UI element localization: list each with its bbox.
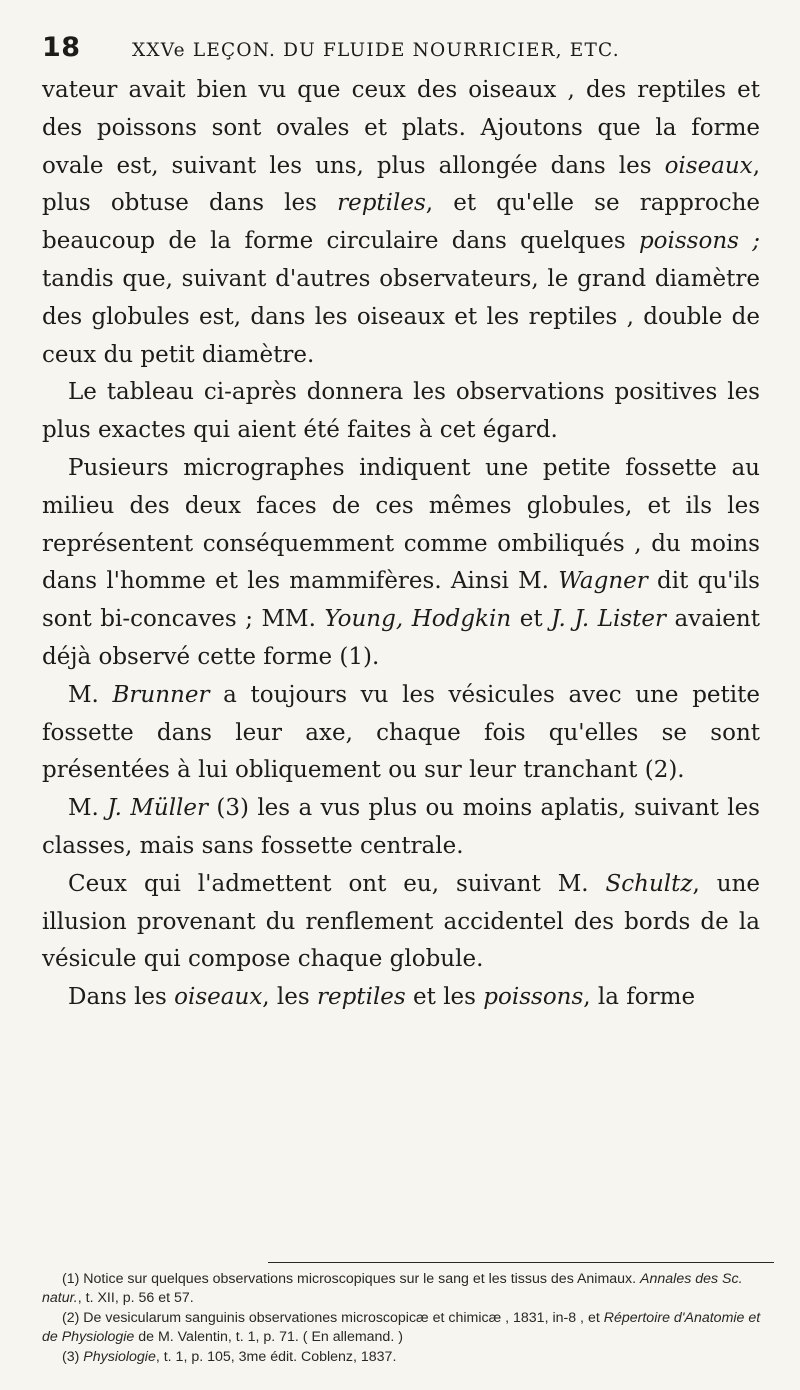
paragraph-5: M. J. Müller (3) les a vus plus ou moins aplatis, suivant les classes, mais sans fossette centrale. (42, 795, 760, 859)
page-number: 18 (42, 32, 81, 63)
paragraph-3: Pusieurs micrographes indiquent une petite fossette au milieu des deux faces de ces mêmes globules, et ils les représentent conséquemment comme ombiliqués , du moins dans l'homme et les mammifères. Ainsi M. Wagner dit qu'ils sont bi-concaves ; MM. Young, Hodgkin et J. J. Lister avaient déjà observé cette forme (1). (42, 454, 760, 670)
footnotes (42, 1270, 770, 1367)
page-header (42, 32, 760, 63)
footnote-2: (2) De vesicularum sanguinis observationes microscopicæ et chimicæ , 1831, in-8 , et Répertoire d'Anatomie et de Physiologie de M. Valentin, t. 1, p. 71. ( En allemand. ) (42, 1309, 761, 1346)
footnote-3: (3) Physiologie, t. 1, p. 105, 3me édit. Coblenz, 1837. (62, 1348, 397, 1365)
paragraph-1: vateur avait bien vu que ceux des oiseaux , des reptiles et des poissons sont ovales et plats. Ajoutons que la forme ovale est, suivant les uns, plus allongée dans les oiseaux, plus obtuse dans les reptiles, et qu'elle se rapproche beaucoup de la forme circulaire dans quelques poissons ; tandis que, suivant d'autres observateurs, le grand diamètre des globules est, dans les oiseaux et les reptiles , double de ceux du petit diamètre. (42, 77, 760, 368)
footnote-divider (268, 1262, 774, 1263)
paragraph-6: Ceux qui l'admettent ont eu, suivant M. Schultz, une illusion provenant du renflement accidentel des bords de la vésicule qui compose chaque globule. (42, 870, 761, 973)
paragraph-4: M. Brunner a toujours vu les vésicules avec une petite fossette dans leur axe, chaque fois qu'elles se sont présentées à lui obliquement ou sur leur tranchant (2). (42, 681, 760, 784)
paragraph-7: Dans les oiseaux, les reptiles et les poissons, la forme (68, 984, 696, 1011)
running-title: XXVe LEÇON. DU FLUIDE NOURRICIER, ETC. (132, 40, 620, 61)
body-text (42, 72, 760, 1017)
paragraph-2: Le tableau ci-après donnera les observations positives les plus exactes qui aient été faites à cet égard. (42, 379, 760, 444)
footnote-1: (1) Notice sur quelques observations microscopiques sur le sang et les tissus des Animaux. Annales des Sc. natur., t. XII, p. 56 et 57. (42, 1271, 743, 1307)
